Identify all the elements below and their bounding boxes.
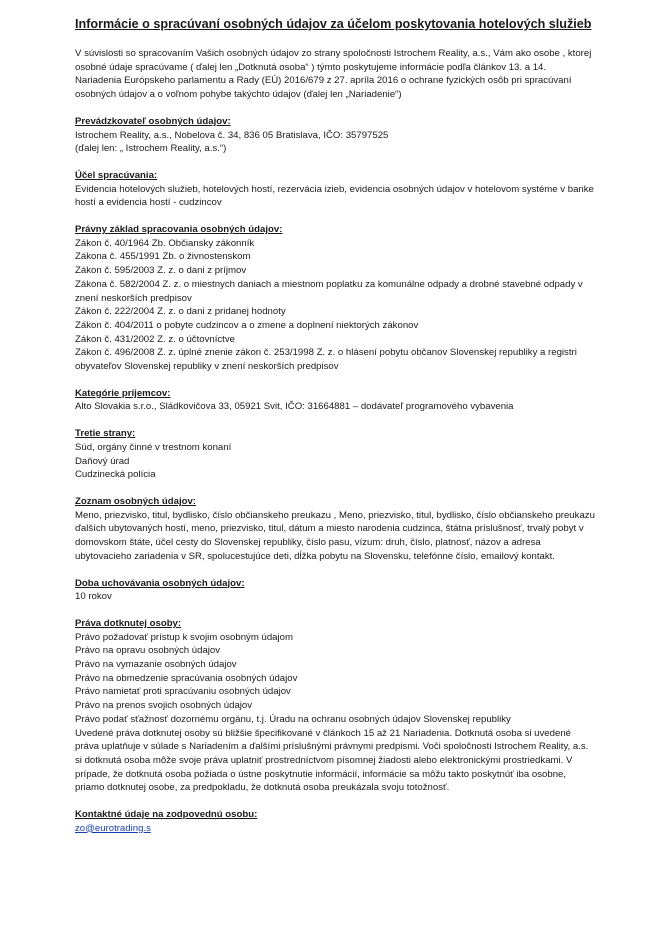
retention-heading: Doba uchovávania osobných údajov: — [75, 577, 245, 589]
third-party-item: Daňový úrad — [75, 455, 130, 467]
third-party-item: Cudzinecká polícia — [75, 469, 156, 481]
legal-basis-item: Zákon č. 222/2004 Z. z. o dani z pridanej hodnoty — [75, 306, 286, 318]
rights-text: Uvedené práva dotknutej osoby sú bližšie špecifikované v článkoch 15 až 21 Nariadenia. Dotknutá osoba si uvedené práva uplatňuje v súlade s Nariadením a ďalšími príslušnými právnymi predpismi. Voči spoločnosti Istrochem Reality, a.s. si dotknutá osoba môže svoje práva uplatniť prostredníctvom písomnej žiadosti alebo elektronickými prostriedkami. V prípade, že dotknutá osoba požiada o ústne poskytnutie informácií, informácie sa môžu takto poskytnúť iba osobne, priamo dotknutej osobe, za predpokladu, že dotknutá osoba preukázala svoju totožnosť. — [75, 727, 589, 794]
contact-email-link[interactable]: zo@eurotrading.s — [75, 822, 151, 834]
rights-item: Právo na opravu osobných údajov — [75, 645, 221, 657]
operator-line: Istrochem Reality, a.s., Nobelova č. 34, 836 05 Bratislava, IČO: 35797525 — [75, 129, 389, 141]
purpose-section — [75, 169, 595, 210]
rights-item: Právo podať sťažnosť dozornému orgánu, t.j. Úradu na ochranu osobných údajov Slovenskej republiky — [75, 713, 511, 725]
data-list-text: Meno, priezvisko, titul, bydlisko, číslo občianskeho preukazu , Meno, priezvisko, titul, bydlisko, číslo občianskeho preukazu ďalších ubytovaných hostí, meno, priezvisko, titul, dátum a miesto narodenia cudzinca, štátna príslušnosť, trvalý pobyt v domovskom štáte, účel cesty do Slovenskej republiky, číslo pasu, vízum: druh, číslo, platnosť, názov a adresa ubytovacieho zariadenia v SR, spolucestujúce deti, dĺžka pobytu na Slovensku, telefónne číslo, emailový kontakt. — [75, 509, 595, 562]
rights-item: Právo na vymazanie osobných údajov — [75, 659, 237, 671]
purpose-text: Evidencia hotelových služieb, hotelových hostí, rezervácia izieb, evidencia osobných údajov v hotelovom systéme v banke hostí a evidencia hostí - cudzincov — [75, 183, 594, 209]
data-list-heading: Zoznam osobných údajov: — [75, 495, 196, 507]
legal-basis-item: Zákona č. 582/2004 Z. z. o miestnych daniach a miestnom poplatku za komunálne odpady a drobné stavebné odpady v znení neskorších predpisov — [75, 278, 583, 304]
rights-item: Právo na prenos svojich osobných údajov — [75, 700, 253, 712]
intro-paragraph: V súvislosti so spracovaním Vašich osobných údajov zo strany spoločnosti Istrochem Reality, a.s., Vám ako osobe , ktorej osobné údaje spracúvame ( ďalej len „Dotknutá osoba“ ) týmto poskytujeme informácie podľa článkov 13. a 14. Nariadenia Európskeho parlamentu a Rady (EÚ) 2016/679 z 27. apríla 2016 o ochrane fyzických osôb pri spracúvaní osobných údajov a o voľnom pohybe takýchto údajov (ďalej len „Nariadenie“) — [75, 48, 592, 101]
retention-section — [75, 577, 595, 604]
legal-basis-item: Zákon č. 404/2011 o pobyte cudzincov a o zmene a doplnení niektorých zákonov — [75, 319, 419, 331]
rights-item: Právo požadovať prístup k svojim osobným údajom — [75, 631, 293, 643]
recipients-text: Alto Slovakia s.r.o., Sládkovičova 33, 05921 Svit, IČO: 31664881 – dodávateľ programového vybavenia — [75, 401, 514, 413]
legal-basis-item: Zákon č. 40/1964 Zb. Občiansky zákonník — [75, 237, 255, 249]
legal-basis-item: Zákon č. 496/2008 Z. z. úplné znenie zákon č. 253/1998 Z. z. o hlásení pobytu občanov Slovenskej republiky a registri obyvateľov Slovenskej republiky v znení neskorších predpisov — [75, 347, 577, 373]
rights-item: Právo namietať proti spracúvaniu osobných údajov — [75, 686, 291, 698]
third-party-item: Súd, orgány činné v trestnom konaní — [75, 441, 232, 453]
purpose-heading: Účel spracúvania: — [75, 169, 158, 181]
document-title: Informácie o spracúvaní osobných údajov za účelom poskytovania hotelových služieb — [75, 17, 592, 31]
legal-basis-item: Zákon č. 595/2003 Z. z. o dani z príjmov — [75, 265, 247, 277]
rights-item: Právo na obmedzenie spracúvania osobných údajov — [75, 672, 298, 684]
rights-heading: Práva dotknutej osoby: — [75, 617, 182, 629]
rights-section — [75, 617, 595, 795]
retention-text: 10 rokov — [75, 591, 112, 603]
legal-basis-item: Zákon č. 431/2002 Z. z. o účtovníctve — [75, 333, 235, 345]
legal-basis-heading: Právny základ spracovania osobných údajov: — [75, 224, 283, 236]
third-parties-section — [75, 427, 595, 482]
operator-heading: Prevádzkovateľ osobných údajov: — [75, 115, 231, 127]
document-page — [75, 16, 595, 835]
contact-heading: Kontaktné údaje na zodpovednú osobu: — [75, 809, 258, 821]
contact-section — [75, 808, 595, 835]
legal-basis-section — [75, 223, 595, 374]
recipients-section — [75, 387, 595, 414]
legal-basis-item: Zákona č. 455/1991 Zb. o živnostenskom — [75, 251, 251, 263]
operator-section — [75, 115, 595, 156]
data-list-section — [75, 495, 595, 564]
operator-line: (ďalej len: „ Istrochem Reality, a.s.“) — [75, 143, 227, 155]
contact-line — [75, 822, 595, 836]
recipients-heading: Kategórie príjemcov: — [75, 387, 171, 399]
third-parties-heading: Tretie strany: — [75, 428, 136, 440]
